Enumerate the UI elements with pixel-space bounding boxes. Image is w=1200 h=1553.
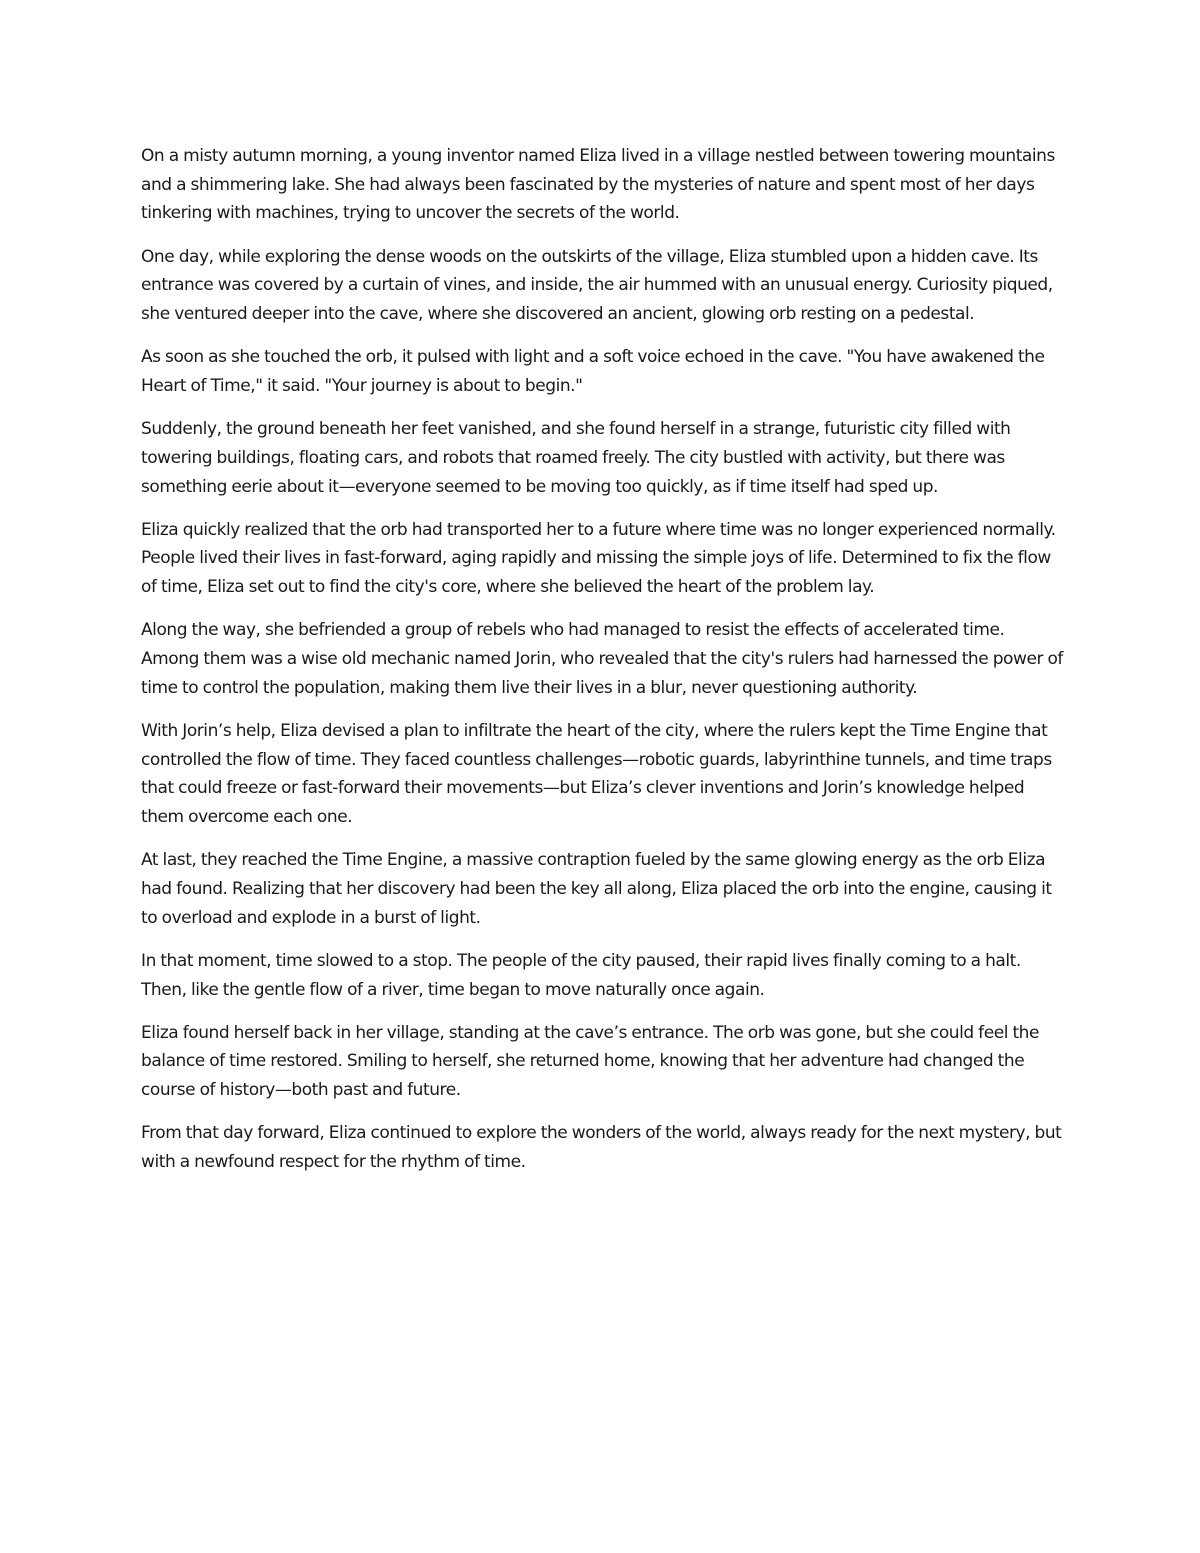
paragraph-7: With Jorin’s help, Eliza devised a plan to infiltrate the heart of the city, where the rulers kept the Time Engine that controlled the flow of time. They faced countless challenges—robotic guards, labyrinthine tunnels, and time traps that could freeze or fast-forward their movements—but Eliza’s clever inventions and Jorin’s knowledge helped them overcome each one.	[141, 720, 1052, 828]
paragraph-9: In that moment, time slowed to a stop. The people of the city paused, their rapid lives finally coming to a halt. Then, like the gentle flow of a river, time began to move naturally once again.	[141, 950, 1021, 1000]
paragraph-4: Suddenly, the ground beneath her feet vanished, and she found herself in a strange, futuristic city filled with towering buildings, floating cars, and robots that roamed freely. The city bustled with activity, but there was something eerie about it—everyone seemed to be moving too quickly, as if time itself had sped up.	[141, 419, 1011, 497]
paragraph-2: One day, while exploring the dense woods on the outskirts of the village, Eliza stumbled upon a hidden cave. Its entrance was covered by a curtain of vines, and inside, the air hummed with an unusual energy. Curiosity piqued, she ventured deeper into the cave, where she discovered an ancient, glowing orb resting on a pedestal.	[141, 246, 1053, 325]
paragraph-8: At last, they reached the Time Engine, a massive contraption fueled by the same glowing energy as the orb Eliza had found. Realizing that her discovery had been the key all along, Eliza placed the orb into the engine, causing it to overload and explode in a burst of light.	[141, 850, 1052, 928]
paragraph-5: Eliza quickly realized that the orb had transported her to a future where time was no longer experienced normally. People lived their lives in fast-forward, aging rapidly and missing the simple joys of life. Determined to fix the flow of time, Eliza set out to find the city's core, where she believed the heart of the problem lay.	[141, 519, 1056, 598]
paragraph-1: On a misty autumn morning, a young inventor named Eliza lived in a village nestled between towering mountains and a shimmering lake. She had always been fascinated by the mysteries of nature and spent most of her days tinkering with machines, trying to uncover the secrets of the world.	[141, 146, 1055, 224]
paragraph-3: As soon as she touched the orb, it pulsed with light and a soft voice echoed in the cave. "You have awakened the Heart of Time," it said. "Your journey is about to begin."	[141, 347, 1045, 396]
paragraph-11: From that day forward, Eliza continued to explore the wonders of the world, always ready for the next mystery, but with a newfound respect for the rhythm of time.	[141, 1123, 1062, 1173]
document-body	[141, 142, 1066, 1191]
paragraph-6: Along the way, she befriended a group of rebels who had managed to resist the effects of accelerated time. Among them was a wise old mechanic named Jorin, who revealed that the city's rulers had harnessed the power of time to control the population, making them live their lives in a blur, never questioning authority.	[141, 620, 1063, 698]
paragraph-10: Eliza found herself back in her village, standing at the cave’s entrance. The orb was gone, but she could feel the balance of time restored. Smiling to herself, she returned home, knowing that her adventure had changed the course of history—both past and future.	[141, 1022, 1039, 1101]
